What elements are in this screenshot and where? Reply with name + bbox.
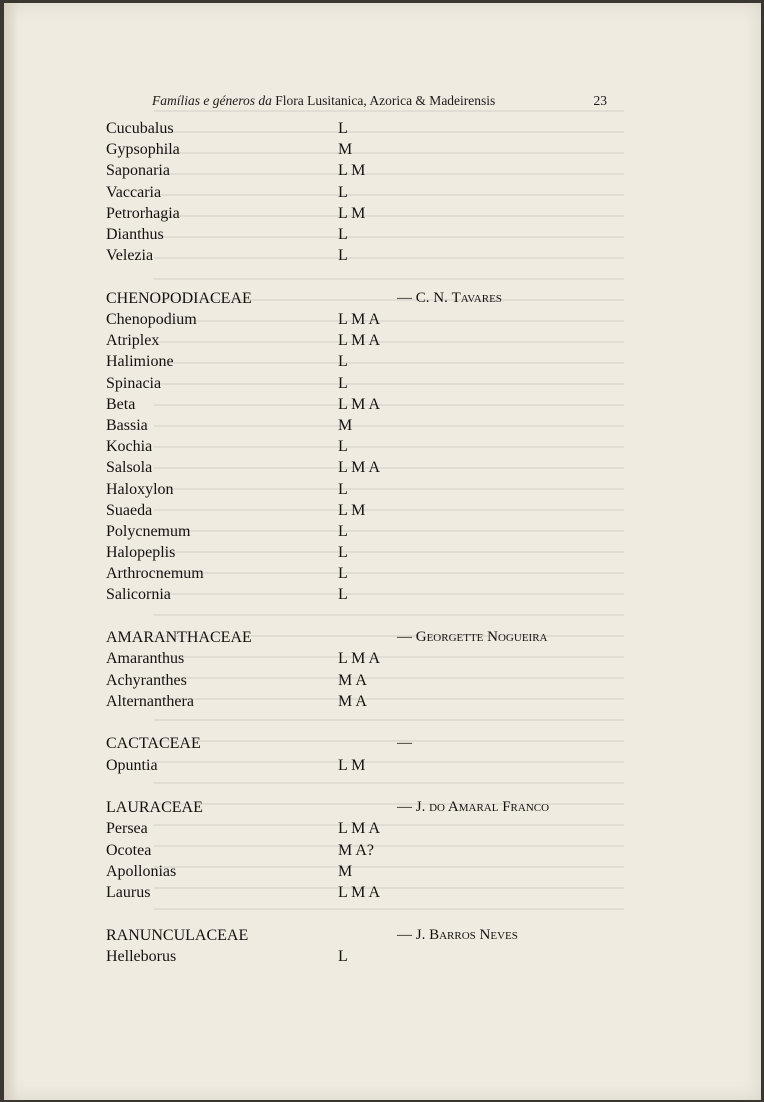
genus-name: Salicornia [106, 586, 171, 604]
distribution-code: L M A [338, 311, 381, 328]
genus-row [106, 203, 626, 224]
genus-row [106, 840, 626, 861]
page-edge-shadow [4, 3, 18, 1100]
genus-name: Velezia [106, 247, 154, 265]
family-name: AMARANTHACEAE [106, 629, 252, 647]
genus-row [106, 394, 626, 415]
genus-name: Spinacia [106, 374, 162, 392]
genus-name: Helleborus [106, 947, 177, 965]
genus-row [106, 882, 626, 903]
family-row [106, 733, 626, 754]
distribution-code: L [338, 480, 348, 498]
genus-name: Haloxylon [106, 480, 174, 498]
distribution-code: L M A [338, 650, 381, 668]
distribution-code: L M [338, 501, 366, 519]
genus-row [106, 691, 626, 712]
family-name: LAURACEAE [106, 799, 203, 817]
author-name: Georgette Nogueira [415, 629, 548, 646]
genus-row [106, 182, 626, 203]
genus-name: Petrorhagia [106, 204, 180, 222]
genus-name: Amaranthus [106, 650, 185, 668]
genus-name: Persea [106, 820, 148, 838]
distribution-code: L [338, 565, 348, 583]
genus-name: Chenopodium [106, 311, 197, 328]
author-prefix: — J. [397, 799, 430, 816]
genus-name: Arthrocnemum [106, 565, 204, 583]
genus-name: Bassia [106, 416, 148, 434]
genus-name: Achyranthes [106, 671, 187, 689]
genus-name: Vaccaria [106, 183, 162, 201]
distribution-code: L [338, 544, 348, 562]
distribution-code: L [338, 353, 348, 371]
family-row [106, 925, 626, 946]
distribution-code: M A [338, 692, 367, 710]
genus-row [106, 118, 626, 139]
genus-name: Alternanthera [106, 692, 194, 710]
family-row [106, 797, 626, 818]
author-prefix: — [397, 629, 416, 646]
genus-row [106, 309, 626, 330]
distribution-code: M [338, 141, 353, 159]
book-page [4, 3, 761, 1100]
genus-row [106, 818, 626, 839]
distribution-code: L [338, 247, 348, 265]
distribution-code: L [338, 586, 348, 604]
distribution-code: L M [338, 204, 366, 222]
family-name: CHENOPODIACEAE [106, 289, 252, 307]
genus-name: Beta [106, 395, 136, 413]
distribution-code: M [338, 416, 353, 434]
page-number: 23 [593, 93, 607, 108]
genus-name: Saponaria [106, 162, 170, 180]
genus-row [106, 351, 626, 372]
family-author [397, 797, 549, 818]
genus-row [106, 521, 626, 542]
genus-row [106, 373, 626, 394]
family-author [397, 627, 547, 648]
distribution-code: L M A [338, 884, 381, 901]
header-title: Flora Lusitanica, Azorica & Madeirensis [275, 93, 496, 108]
distribution-code: L [338, 947, 348, 965]
family-name: CACTACEAE [106, 735, 201, 753]
header-italic-title: Famílias e géneros da [152, 93, 272, 108]
genus-row [106, 415, 626, 436]
running-header [152, 93, 607, 115]
distribution-code: L M A [338, 395, 381, 413]
genus-row [106, 330, 626, 351]
author-name: Tavares [451, 289, 502, 306]
genus-row [106, 224, 626, 245]
genus-name: Dianthus [106, 225, 164, 243]
genus-row [106, 670, 626, 691]
genus-row [106, 946, 626, 967]
distribution-code: M A [338, 671, 367, 689]
genus-row [106, 861, 626, 882]
genus-row [106, 584, 626, 605]
family-row [106, 627, 626, 648]
genus-name: Salsola [106, 459, 153, 477]
distribution-code: L [338, 374, 348, 392]
author-name: do Amaral Franco [429, 799, 550, 816]
family-row [106, 288, 626, 309]
genus-row [106, 160, 626, 181]
distribution-code: L M [338, 162, 366, 180]
family-author [397, 925, 518, 946]
genus-row [106, 457, 626, 478]
genus-name: Opuntia [106, 756, 158, 774]
distribution-code: L M A [338, 459, 381, 477]
genus-row [106, 500, 626, 521]
family-author [397, 288, 502, 309]
genus-name: Atriplex [106, 332, 160, 350]
genera-list [106, 118, 626, 967]
genus-row [106, 648, 626, 669]
genus-name: Halimione [106, 353, 174, 371]
author-prefix: — C. N. [397, 289, 452, 306]
genus-row [106, 139, 626, 160]
genus-name: Ocotea [106, 841, 152, 859]
author-prefix: — J. [397, 926, 430, 943]
distribution-code: M A? [338, 841, 374, 859]
distribution-code: L M A [338, 820, 381, 838]
distribution-code: L [338, 183, 348, 201]
family-author [397, 733, 412, 754]
distribution-code: M [338, 862, 353, 880]
distribution-code: L [338, 438, 348, 456]
distribution-code: L [338, 522, 348, 540]
distribution-code: L M A [338, 332, 381, 350]
genus-row [106, 542, 626, 563]
author-name: Barros Neves [429, 926, 518, 943]
genus-name: Laurus [106, 884, 151, 901]
genus-name: Polycnemum [106, 522, 191, 540]
genus-row [106, 755, 626, 776]
genus-row [106, 479, 626, 500]
genus-name: Cucubalus [106, 120, 174, 137]
genus-row [106, 436, 626, 457]
genus-name: Halopeplis [106, 544, 176, 562]
genus-name: Suaeda [106, 501, 153, 519]
genus-name: Kochia [106, 438, 153, 456]
genus-row [106, 563, 626, 584]
distribution-code: L M [338, 756, 366, 774]
genus-name: Apollonias [106, 862, 177, 880]
family-name: RANUNCULACEAE [106, 926, 249, 944]
author-prefix: — [397, 735, 412, 752]
genus-row [106, 245, 626, 266]
distribution-code: L [338, 120, 348, 137]
distribution-code: L [338, 225, 348, 243]
genus-name: Gypsophila [106, 141, 180, 159]
